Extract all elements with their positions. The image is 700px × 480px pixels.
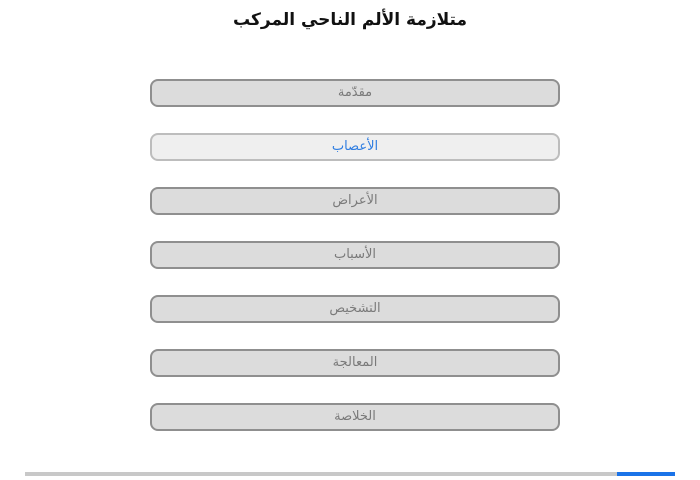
- menu-button-causes[interactable]: الأسباب: [150, 241, 560, 269]
- menu-button-diagnosis[interactable]: التشخيص: [150, 295, 560, 323]
- page-title: متلازمة الألم الناحي المركب: [233, 10, 467, 30]
- menu-button-nerves[interactable]: الأعصاب: [150, 133, 560, 161]
- menu-button-summary[interactable]: الخلاصة: [150, 403, 560, 431]
- menu-button-introduction[interactable]: مقدّمة: [150, 79, 560, 107]
- progress-bar: [25, 472, 675, 476]
- menu-button-symptoms[interactable]: الأعراض: [150, 187, 560, 215]
- progress-bar-fill: [617, 472, 676, 476]
- section-menu: [150, 79, 560, 457]
- menu-button-treatment[interactable]: المعالجة: [150, 349, 560, 377]
